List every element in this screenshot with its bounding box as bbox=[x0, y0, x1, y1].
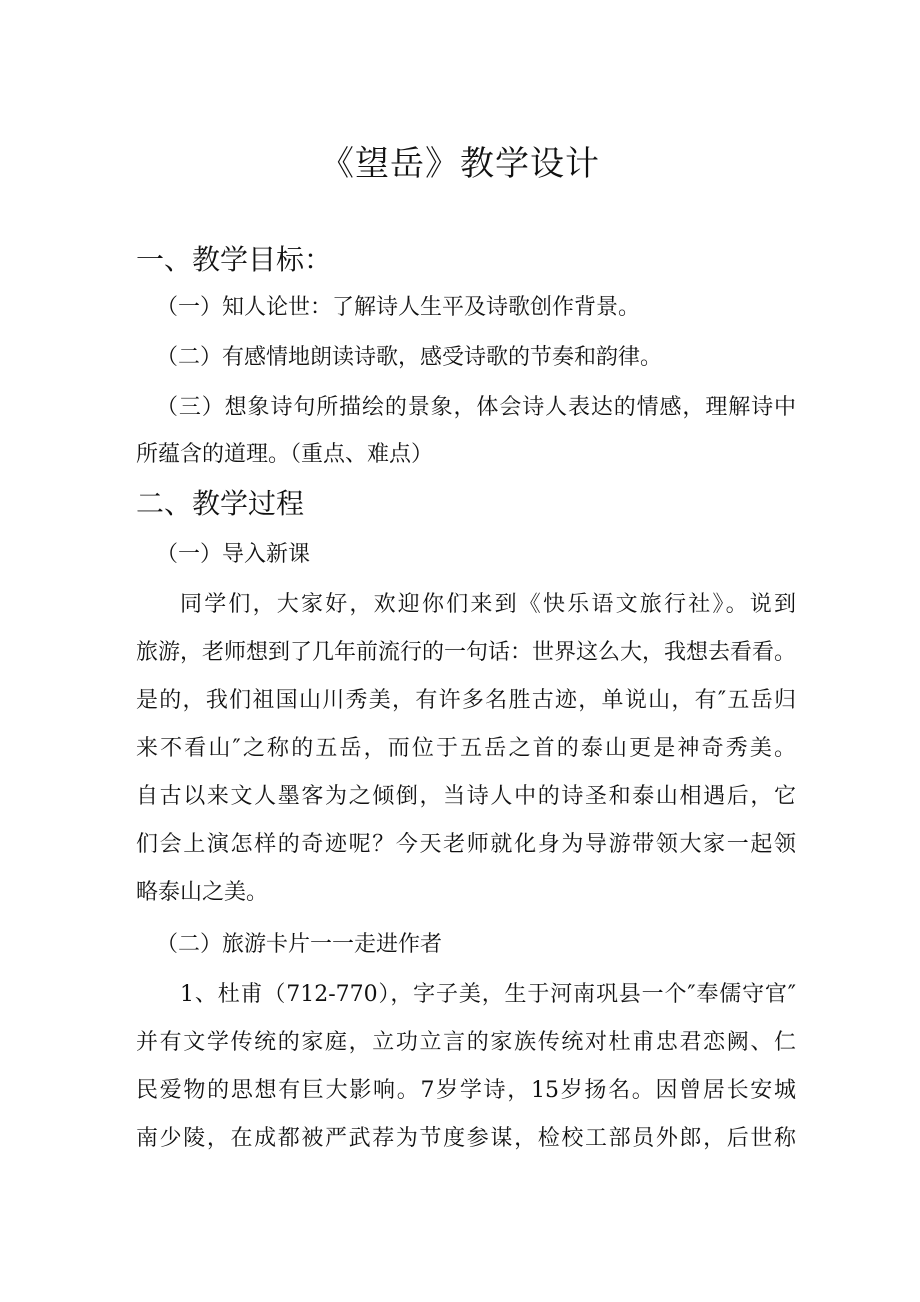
paragraph-line: 旅游，老师想到了几年前流行的一句话：世界这么大，我想去看看。 bbox=[136, 640, 797, 665]
paragraph-line: 略泰山之美。 bbox=[136, 880, 269, 905]
paragraph-line: 同学们，大家好，欢迎你们来到《快乐语文旅行社》。说到 bbox=[180, 592, 796, 617]
document-title: 《望岳》教学设计 bbox=[320, 144, 600, 184]
paragraph-line: 并有文学传统的家庭，立功立言的家族传统对杜甫忠君恋阙、仁 bbox=[136, 1030, 796, 1055]
paragraph-line: 南少陵，在成都被严武荐为节度参谋，检校工部员外郎，后世称 bbox=[136, 1126, 796, 1151]
paragraph-line: 来不看山″之称的五岳，而位于五岳之首的泰山更是神奇秀美。 bbox=[136, 736, 796, 761]
objective-item-2: （二）有感情地朗读诗歌，感受诗歌的节奏和韵律。 bbox=[156, 345, 663, 370]
paragraph-line: 1、杜甫（712-770），字子美，生于河南巩县一个″奉儒守官″ bbox=[180, 982, 796, 1007]
subsection-title-author: （二）旅游卡片一一走进作者 bbox=[156, 932, 443, 957]
paragraph-line: 自古以来文人墨客为之倾倒，当诗人中的诗圣和泰山相遇后，它 bbox=[136, 784, 796, 809]
subsection-title-intro: （一）导入新课 bbox=[156, 542, 311, 567]
paragraph-line: 是的，我们祖国山川秀美，有许多名胜古迹，单说山，有″五岳归 bbox=[136, 688, 796, 713]
paragraph-line: 民爱物的思想有巨大影响。7岁学诗，15岁扬名。因曾居长安城 bbox=[136, 1078, 796, 1103]
objective-item-3-cont: 所蕴含的道理。（重点、难点） bbox=[136, 442, 434, 467]
objective-item-3: （三）想象诗句所描绘的景象，体会诗人表达的情感，理解诗中 bbox=[156, 395, 796, 420]
paragraph-line: 们会上演怎样的奇迹呢？今天老师就化身为导游带领大家一起领 bbox=[136, 832, 796, 857]
section-heading-process: 二、教学过程 bbox=[136, 487, 305, 520]
section-heading-objectives: 一、教学目标： bbox=[136, 243, 333, 276]
objective-item-1: （一）知人论世：了解诗人生平及诗歌创作背景。 bbox=[156, 295, 641, 320]
